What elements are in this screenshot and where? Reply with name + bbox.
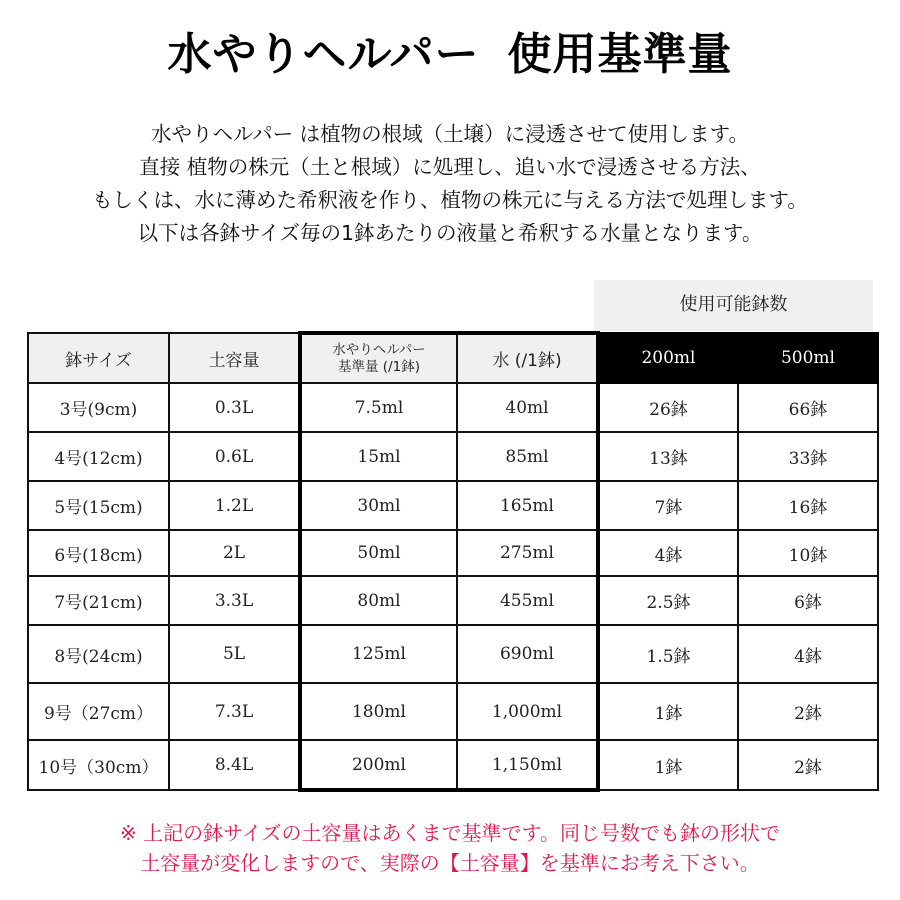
cell-pots-500: 66鉢 <box>738 383 878 432</box>
header-pot-size: 鉢サイズ <box>28 333 169 383</box>
cell-soil: 0.6L <box>169 432 300 481</box>
cell-helper: 15ml <box>300 432 457 481</box>
cell-pots-200: 26鉢 <box>598 383 738 432</box>
cell-pot-size: 10号（30cm） <box>28 740 169 790</box>
cell-pot-size: 6号(18cm) <box>28 530 169 576</box>
usable-pots-group-header: 使用可能鉢数 <box>594 280 873 331</box>
table-row <box>28 683 878 740</box>
table-row <box>28 740 878 790</box>
cell-soil: 0.3L <box>169 383 300 432</box>
intro-text <box>0 118 900 250</box>
intro-line: 以下は各鉢サイズ毎の1鉢あたりの液量と希釈する水量となります。 <box>137 221 763 245</box>
table-row <box>28 625 878 683</box>
cell-pots-200: 2.5鉢 <box>598 576 738 625</box>
cell-pot-size: 3号(9cm) <box>28 383 169 432</box>
cell-pots-500: 4鉢 <box>738 625 878 683</box>
cell-water: 690ml <box>457 625 598 683</box>
header-bottle-500ml: 500ml <box>738 333 878 383</box>
page-subtitle: 使用基準量 <box>507 29 733 80</box>
cell-soil: 7.3L <box>169 683 300 740</box>
table-row <box>28 530 878 576</box>
table-row <box>28 481 878 530</box>
cell-pot-size: 4号(12cm) <box>28 432 169 481</box>
table-row <box>28 432 878 481</box>
intro-line: 水やりヘルパー は植物の根域（土壌）に浸透させて使用します。 <box>151 122 749 146</box>
table-row <box>28 576 878 625</box>
header-bottle-200ml: 200ml <box>598 333 738 383</box>
cell-helper: 125ml <box>300 625 457 683</box>
footnote-line: 土容量が変化しますので、実際の【土容量】を基準にお考え下さい。 <box>140 851 760 875</box>
cell-soil: 8.4L <box>169 740 300 790</box>
cell-pots-500: 2鉢 <box>738 683 878 740</box>
cell-soil: 2L <box>169 530 300 576</box>
cell-water: 85ml <box>457 432 598 481</box>
cell-pot-size: 9号（27cm） <box>28 683 169 740</box>
footnote-line: ※ 上記の鉢サイズの土容量はあくまで基準です。同じ号数でも鉢の形状で <box>120 821 780 845</box>
header-water: 水 (/1鉢) <box>457 333 598 383</box>
cell-pot-size: 8号(24cm) <box>28 625 169 683</box>
intro-line: 直接 植物の株元（土と根域）に処理し、追い水で浸透させる方法、 <box>139 155 761 179</box>
cell-soil: 5L <box>169 625 300 683</box>
footnote <box>0 818 900 878</box>
page-title <box>0 18 900 82</box>
table-header-row <box>28 333 878 383</box>
cell-pots-200: 7鉢 <box>598 481 738 530</box>
cell-helper: 30ml <box>300 481 457 530</box>
cell-pots-200: 4鉢 <box>598 530 738 576</box>
cell-pots-500: 2鉢 <box>738 740 878 790</box>
cell-helper: 50ml <box>300 530 457 576</box>
cell-helper: 80ml <box>300 576 457 625</box>
product-name: 水やりヘルパー <box>167 29 480 80</box>
intro-line: もしくは、水に薄めた希釈液を作り、植物の株元に与える方法で処理します。 <box>92 188 808 212</box>
cell-soil: 3.3L <box>169 576 300 625</box>
cell-helper: 180ml <box>300 683 457 740</box>
cell-pots-200: 13鉢 <box>598 432 738 481</box>
cell-soil: 1.2L <box>169 481 300 530</box>
cell-pots-200: 1鉢 <box>598 740 738 790</box>
cell-helper: 200ml <box>300 740 457 790</box>
cell-pots-200: 1鉢 <box>598 683 738 740</box>
header-soil-volume: 土容量 <box>169 333 300 383</box>
cell-pots-200: 1.5鉢 <box>598 625 738 683</box>
cell-water: 165ml <box>457 481 598 530</box>
cell-pots-500: 33鉢 <box>738 432 878 481</box>
header-helper-amount <box>300 333 457 383</box>
cell-pots-500: 16鉢 <box>738 481 878 530</box>
cell-pot-size: 5号(15cm) <box>28 481 169 530</box>
cell-pot-size: 7号(21cm) <box>28 576 169 625</box>
cell-pots-500: 6鉢 <box>738 576 878 625</box>
cell-water: 40ml <box>457 383 598 432</box>
cell-pots-500: 10鉢 <box>738 530 878 576</box>
header-helper-line1: 水やりヘルパー <box>332 341 426 358</box>
cell-water: 275ml <box>457 530 598 576</box>
usage-table <box>27 331 879 792</box>
cell-water: 1,000ml <box>457 683 598 740</box>
cell-water: 455ml <box>457 576 598 625</box>
cell-water: 1,150ml <box>457 740 598 790</box>
cell-helper: 7.5ml <box>300 383 457 432</box>
table-row <box>28 383 878 432</box>
header-helper-line2: 基準量 (/1鉢) <box>338 358 420 375</box>
